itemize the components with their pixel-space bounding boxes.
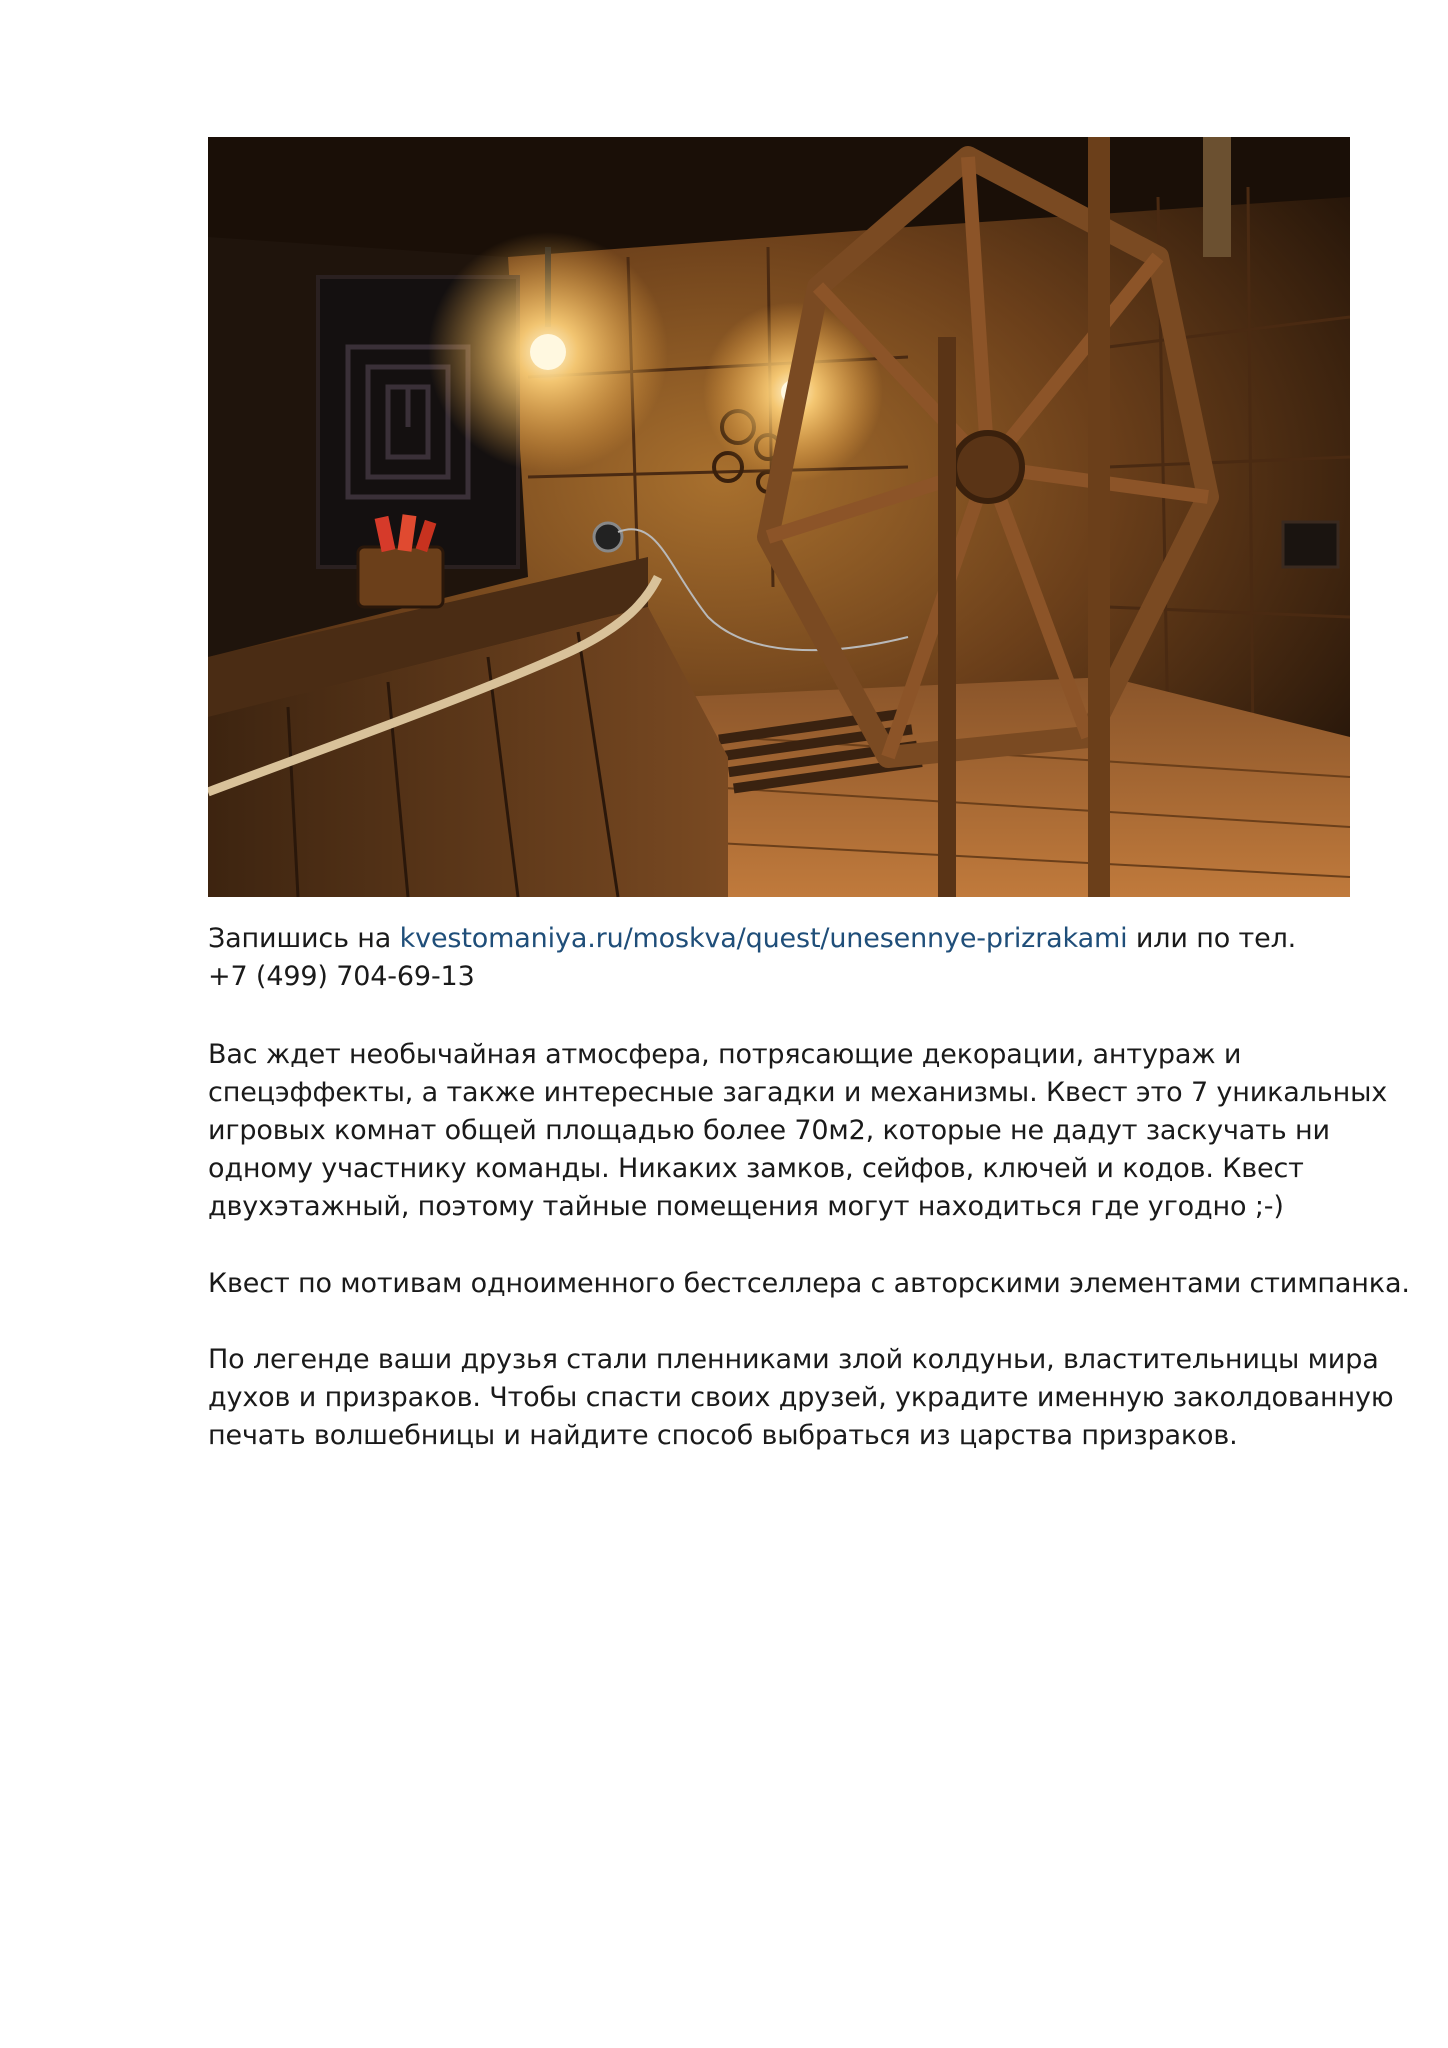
quest-link[interactable]: kvestomaniya.ru/moskva/quest/unesennye-prizrakami <box>399 923 1128 954</box>
intro-line: игровых комнат общей площадью более 70м2, которые не дадут заскучать ни <box>208 1115 1330 1146</box>
motive-line: Квест по мотивам одноименного бестселлера с авторскими элементами стимпанка. <box>208 1268 1410 1299</box>
signup-line <box>208 920 1368 958</box>
signup-paragraph <box>208 920 1368 996</box>
legend-paragraph <box>208 1341 1394 1455</box>
intro-line: Вас ждет необычайная атмосфера, потрясающие декорации, антураж и <box>208 1039 1242 1070</box>
intro-line: двухэтажный, поэтому тайные помещения могут находиться где угодно ;-) <box>208 1191 1284 1222</box>
motive-paragraph <box>208 1265 1410 1303</box>
signup-prefix: Запишись на <box>208 923 400 954</box>
intro-line: спецэффекты, а также интересные загадки и механизмы. Квест это 7 уникальных <box>208 1077 1388 1108</box>
phone-number: +7 (499) 704-69-13 <box>208 961 475 992</box>
legend-line: печать волшебницы и найдите способ выбраться из царства призраков. <box>208 1420 1238 1451</box>
legend-line: духов и призраков. Чтобы спасти своих друзей, украдите именную заколдованную <box>208 1382 1394 1413</box>
intro-paragraph <box>208 1036 1388 1226</box>
signup-suffix: или по тел. <box>1127 923 1297 954</box>
legend-line: По легенде ваши друзья стали пленниками злой колдуньи, властительницы мира <box>208 1344 1379 1375</box>
quest-room-photo <box>208 137 1350 897</box>
intro-line: одному участнику команды. Никаких замков, сейфов, ключей и кодов. Квест <box>208 1153 1304 1184</box>
